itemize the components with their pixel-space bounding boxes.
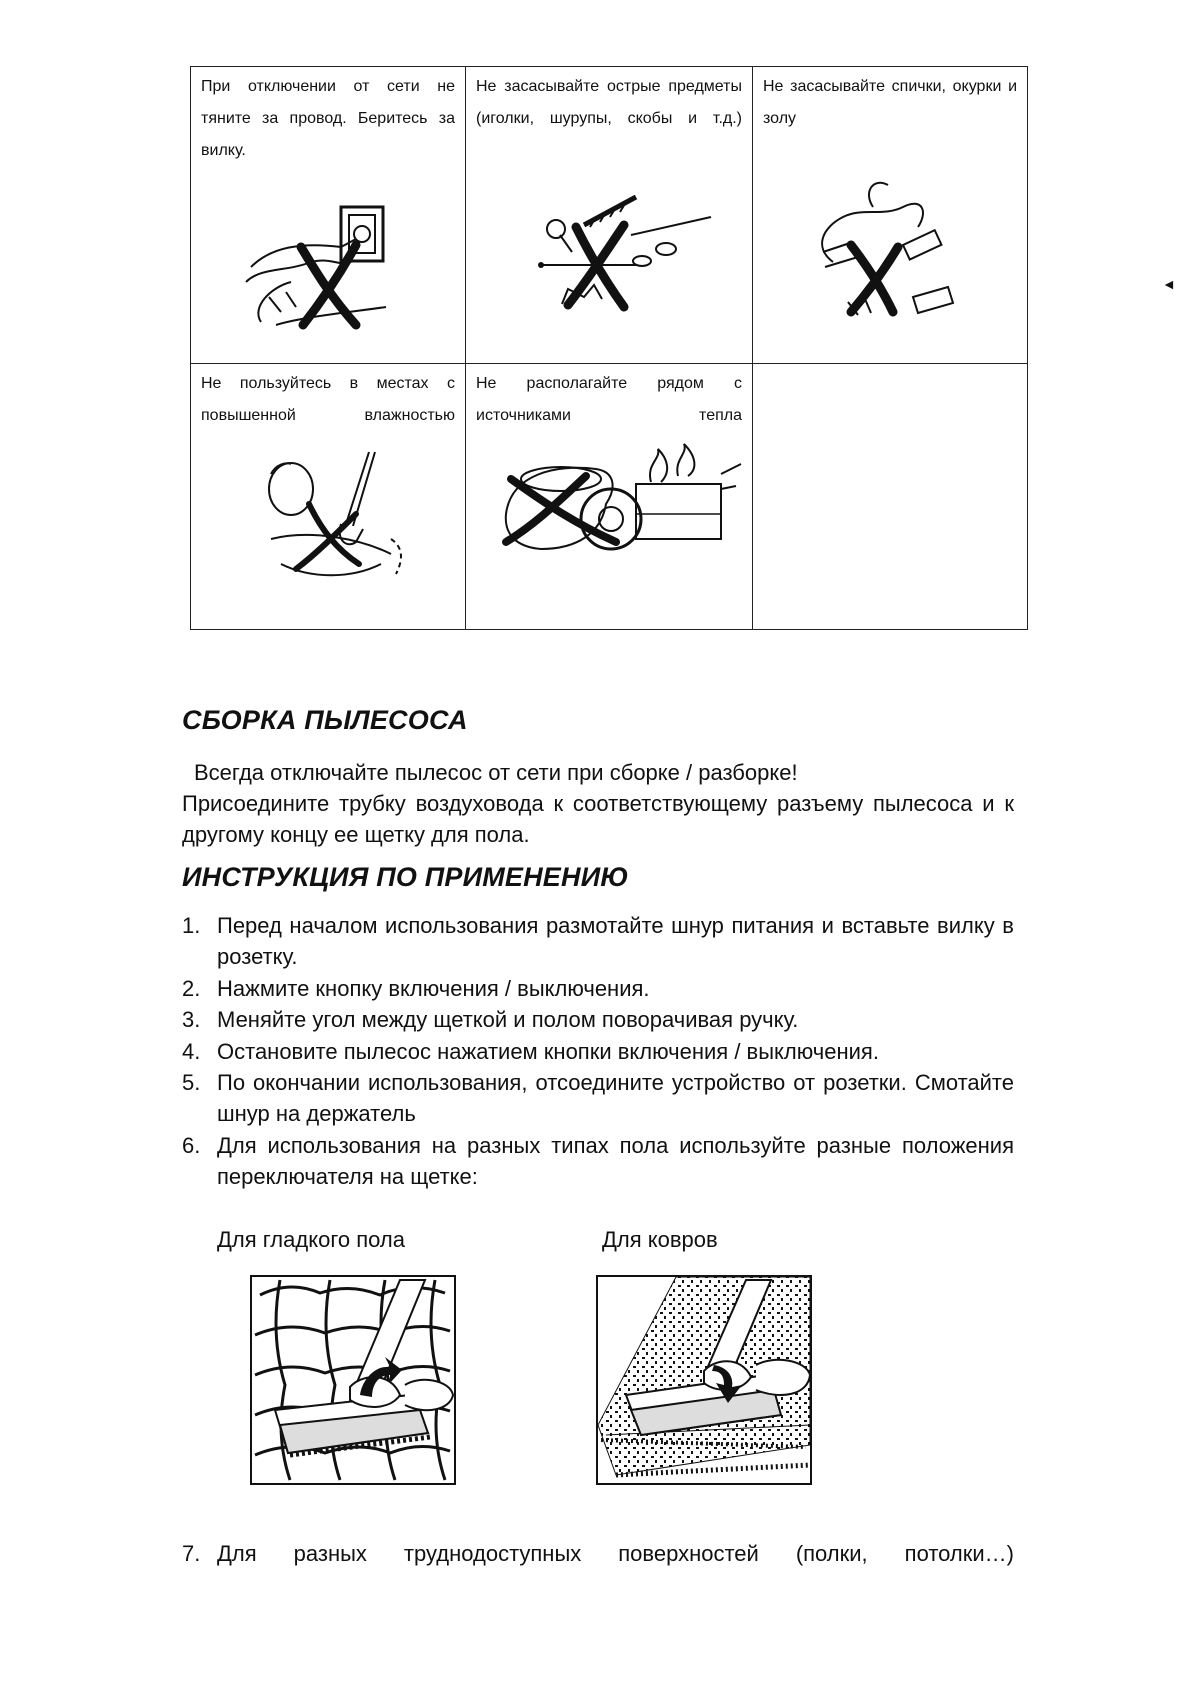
list-item: 4. Остановите пылесос нажатием кнопки включения / выключения. bbox=[182, 1038, 879, 1064]
list-item: 5. По окончании использования, отсоедините устройство от розетки. Смотайте шнур на держатель bbox=[182, 1070, 1014, 1127]
wet-area-prohibited-icon bbox=[191, 364, 465, 629]
list-item: 6. Для использования на разных типах пола используйте разные положения переключателя на щетке: bbox=[182, 1132, 1014, 1190]
list-item: 7. Для разных труднодоступных поверхностей (полки, потолки…) bbox=[182, 1541, 1014, 1566]
assembly-warning-line: Всегда отключайте пылесос от сети при сборке / разборке! bbox=[194, 760, 798, 785]
warning-cell-unplug bbox=[191, 67, 466, 364]
unplug-by-cord-prohibited-icon bbox=[191, 67, 465, 363]
warning-text: Не пользуйтесь в местах с повышенной влажностью bbox=[201, 375, 455, 424]
page-marker-arrow-icon: ◄ bbox=[1162, 276, 1176, 292]
warning-cell-humidity bbox=[191, 364, 466, 630]
list-item: 2. Нажмите кнопку включения / выключения. bbox=[182, 975, 650, 1001]
list-item: 3. Меняйте угол между щеткой и полом поворачивая ручку. bbox=[182, 1007, 799, 1033]
warnings-table bbox=[190, 66, 1028, 630]
list-item bbox=[182, 1538, 1014, 1569]
warning-text: Не засасывайте острые предметы (иголки, шурупы, скобы и т.д.) bbox=[476, 78, 742, 127]
cigarettes-matches-prohibited-icon bbox=[753, 67, 1031, 363]
warning-text: Не располагайте рядом с источниками тепла bbox=[476, 375, 742, 424]
usage-title: ИНСТРУКЦИЯ ПО ПРИМЕНЕНИЮ bbox=[182, 862, 629, 892]
usage-steps-continued bbox=[182, 1538, 1014, 1569]
assembly-title: СБОРКА ПЫЛЕСОСА bbox=[182, 705, 468, 735]
warning-cell-sharp-objects bbox=[466, 67, 753, 364]
warning-cell-heat bbox=[466, 364, 753, 630]
heat-source-prohibited-icon bbox=[466, 364, 752, 629]
warning-text: При отключении от сети не тяните за провод. Беритесь за вилку. bbox=[201, 78, 455, 159]
carpet-caption: Для ковров bbox=[602, 1227, 718, 1252]
smooth-floor-caption: Для гладкого пола bbox=[217, 1227, 405, 1252]
warning-text: Не засасывайте спички, окурки и золу bbox=[763, 78, 1017, 127]
warning-cell-empty bbox=[753, 364, 1028, 630]
carpet-brush-icon bbox=[596, 1275, 812, 1485]
smooth-floor-brush-icon bbox=[250, 1275, 456, 1485]
sharp-objects-prohibited-icon bbox=[466, 67, 752, 363]
warning-cell-cigarettes bbox=[753, 67, 1028, 364]
usage-steps bbox=[182, 910, 1014, 1193]
list-item: 1. Перед началом использования размотайте шнур питания и вставьте вилку в розетку. bbox=[182, 913, 1014, 970]
assembly-instruction: Присоедините трубку воздуховода к соответствующему разъему пылесоса и к другому концу ее щетку для пола. bbox=[182, 791, 1014, 847]
